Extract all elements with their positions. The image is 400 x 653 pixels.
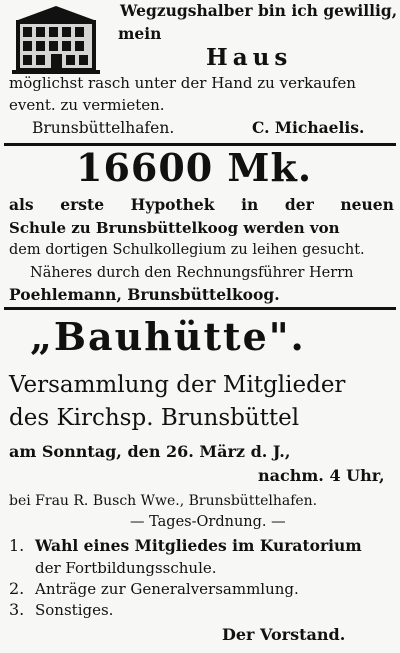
agenda-item-3-text: Sonstiges. [35, 601, 114, 619]
ad2-line5: Poehlemann, Brunsbüttelkoog. [9, 285, 280, 304]
ad3-heading1: Versammlung der Mitglieder [9, 372, 346, 398]
ad3-venue-line: bei Frau R. Busch Wwe., Brunsbüttelhafen. [9, 493, 318, 509]
ad3-time-line: nachm. 4 Uhr, [258, 466, 385, 485]
separator-rule-2 [4, 307, 396, 310]
agenda-item-1-text: Wahl eines Mitgliedes im Kuratorium [35, 536, 362, 555]
ad1-haus: Haus [206, 44, 293, 71]
ad2-word: als [9, 195, 34, 214]
ad3-heading2: des Kirchsp. Brunsbüttel [9, 405, 300, 431]
ad3-signature: Der Vorstand. [222, 625, 346, 644]
ad1-line1: Wegzugshalber bin ich gewillig, [120, 1, 398, 20]
ad2-word: neuen [340, 195, 394, 214]
ad3-agenda-title: — Tages-Ordnung. — [130, 514, 286, 530]
ad2-word: in [241, 195, 259, 214]
agenda-item-2-number: 2. [9, 579, 25, 598]
ad1-line3: möglichst rasch unter der Hand zu verkaufen [9, 74, 356, 92]
ad2-word: erste [60, 195, 105, 214]
agenda-item-2-text: Anträge zur Generalversammlung. [35, 580, 299, 598]
ad2-line3: dem dortigen Schulkollegium zu leihen gesucht. [9, 242, 365, 258]
house-engraving-icon [8, 4, 104, 74]
ad2-word: Hypothek [130, 195, 215, 214]
agenda-item-3-number: 3. [9, 600, 25, 619]
ad2-line2: Schule zu Brunsbüttelkoog werden von [9, 219, 340, 237]
ad3-date-line: am Sonntag, den 26. März d. J., [9, 442, 291, 461]
agenda-item-1-continuation: der Fortbildungsschule. [35, 559, 217, 577]
ad1-name: C. Michaelis. [252, 118, 365, 137]
ad1-place: Brunsbüttelhafen. [32, 119, 175, 137]
ad1-line2: mein [118, 24, 162, 43]
agenda-item-1-number: 1. [9, 536, 25, 555]
ad2-line4: Näheres durch den Rechnungsführer Herrn [30, 265, 354, 281]
ad2-word: der [284, 195, 314, 214]
ad2-amount: 16600 Mk. [76, 145, 313, 190]
ad2-line1 [9, 196, 394, 214]
ad-house-sale [0, 0, 400, 145]
ad1-line4: event. zu vermieten. [9, 96, 165, 114]
ad3-title: „Bauhütte". [30, 314, 306, 359]
